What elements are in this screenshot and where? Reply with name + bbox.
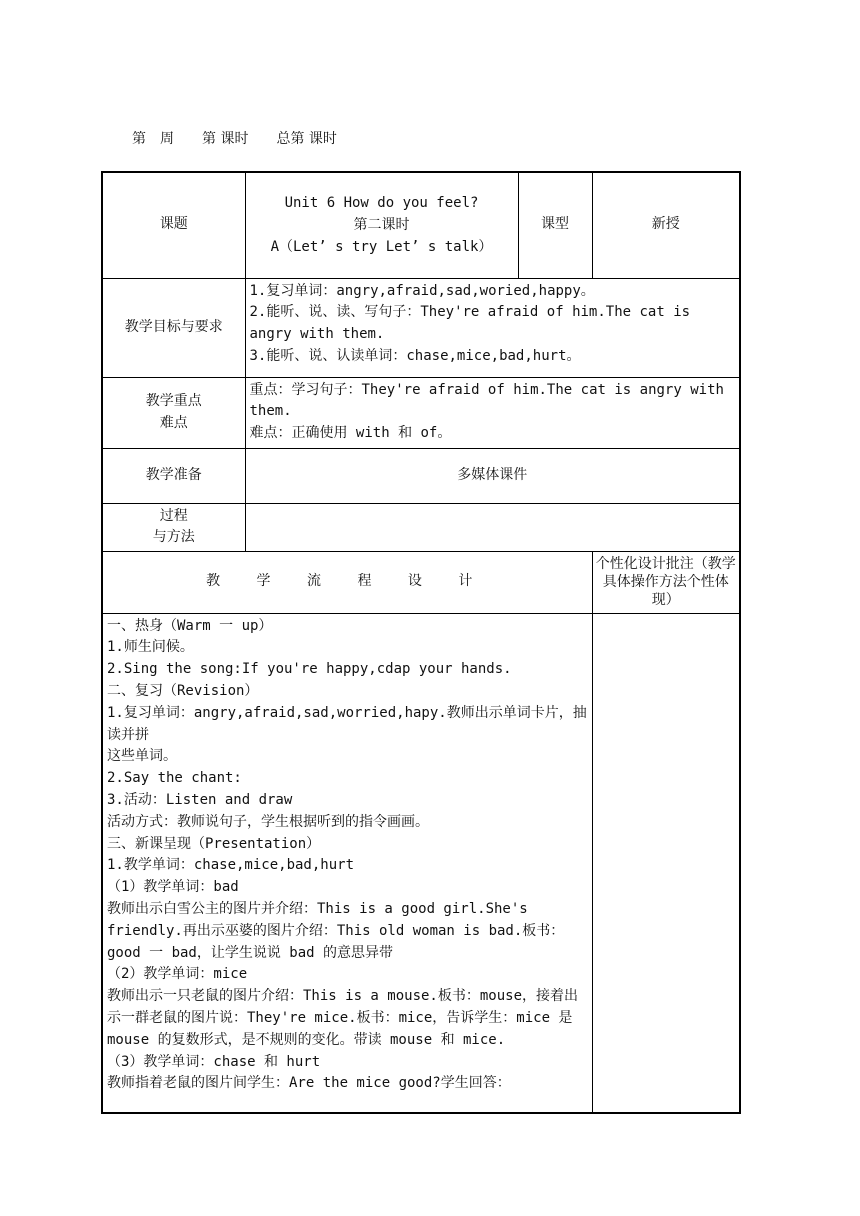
process-value <box>245 503 740 551</box>
flow-line: 这些单词。 <box>107 748 177 765</box>
flow-line: 教师出示白雪公主的图片并介绍：This is a good girl.She's friendly.再出示巫婆的图片介绍：This old woman is bad.板书：good 一 bad，让学生说说 bad 的意思异带 <box>107 901 565 961</box>
process-label <box>102 503 245 551</box>
lesson-header: 第 周 第 课时 总第 课时 <box>132 131 337 147</box>
note-header: 个性化设计批注（教学具体操作方法个性体现） <box>592 551 740 613</box>
key-points-row <box>102 377 740 448</box>
flow-line: 2.Say the chant: <box>107 770 242 787</box>
topic-line: A（Let’ s try Let’ s talk） <box>270 239 493 256</box>
goals-value <box>245 278 740 377</box>
flow-line: 2.Sing the song:If you're happy,cdap your hands. <box>107 661 512 678</box>
key-points-value <box>245 377 740 448</box>
process-row <box>102 503 740 551</box>
preparation-value: 多媒体课件 <box>245 448 740 503</box>
flow-line: （3）教学单词：chase 和 hurt <box>107 1053 321 1070</box>
goals-line: 1.复习单词：angry,afraid,sad,woried,happy。 <box>249 282 595 299</box>
topic-row <box>102 172 740 278</box>
goals-line: 2.能听、说、读、写句子：They're afraid of him.The cat is angry with them. <box>249 304 691 343</box>
goals-line: 3.能听、说、认读单词：chase,mice,bad,hurt。 <box>249 347 581 364</box>
flow-content <box>102 613 592 1113</box>
flow-line: 1.教学单词：chase,mice,bad,hurt <box>107 857 355 874</box>
flow-line: 一、热身（Warm 一 up） <box>107 617 273 634</box>
flow-line: 三、新课呈现（Presentation） <box>107 835 321 852</box>
process-label-line: 与方法 <box>152 529 195 546</box>
flow-line: （1）教学单词：bad <box>107 879 239 896</box>
goals-label: 教学目标与要求 <box>102 278 245 377</box>
topic-line: 第二课时 <box>353 217 410 234</box>
preparation-row <box>102 448 740 503</box>
key-label-line: 难点 <box>159 414 188 431</box>
flow-line: 二、复习（Revision） <box>107 683 259 700</box>
topic-value <box>245 172 518 278</box>
goals-row <box>102 278 740 377</box>
flow-content-row <box>102 613 740 1113</box>
preparation-label: 教学准备 <box>102 448 245 503</box>
flow-line: 3.活动：Listen and draw <box>107 792 293 809</box>
key-line: 难点：正确使用 with 和 of。 <box>249 425 452 442</box>
flow-line: 教师指着老鼠的图片间学生：Are the mice good?学生回答： <box>107 1075 511 1092</box>
flow-line: （2）教学单词：mice <box>107 966 248 983</box>
flow-header-row <box>102 551 740 613</box>
flow-line: 活动方式：教师说句子，学生根据听到的指令画画。 <box>107 813 429 830</box>
flow-line: 1.复习单词：angry,afraid,sad,worried,hapy.教师出示单词卡片，抽读并拼 <box>107 704 587 743</box>
topic-line: Unit 6 How do you feel? <box>284 195 479 212</box>
key-line: 重点：学习句子：They're afraid of him.The cat is angry with them. <box>249 381 724 420</box>
flow-line: 教师出示一只老鼠的图片介绍：This is a mouse.板书：mouse，接着出示一群老鼠的图片说：They're mice.板书：mice，告诉学生：mice 是 mouse 的复数形式，是不规则的变化。带读 mouse 和 mice. <box>107 988 579 1048</box>
flow-title: 教 学 流 程 设 计 <box>102 551 592 613</box>
lesson-plan-table <box>101 171 741 1114</box>
flow-line: 1.师生问候。 <box>107 639 194 656</box>
key-label-line: 教学重点 <box>145 392 202 409</box>
type-value: 新授 <box>592 172 740 278</box>
type-label: 课型 <box>518 172 592 278</box>
process-label-line: 过程 <box>159 507 188 524</box>
key-points-label <box>102 377 245 448</box>
note-content <box>592 613 740 1113</box>
topic-label: 课题 <box>102 172 245 278</box>
